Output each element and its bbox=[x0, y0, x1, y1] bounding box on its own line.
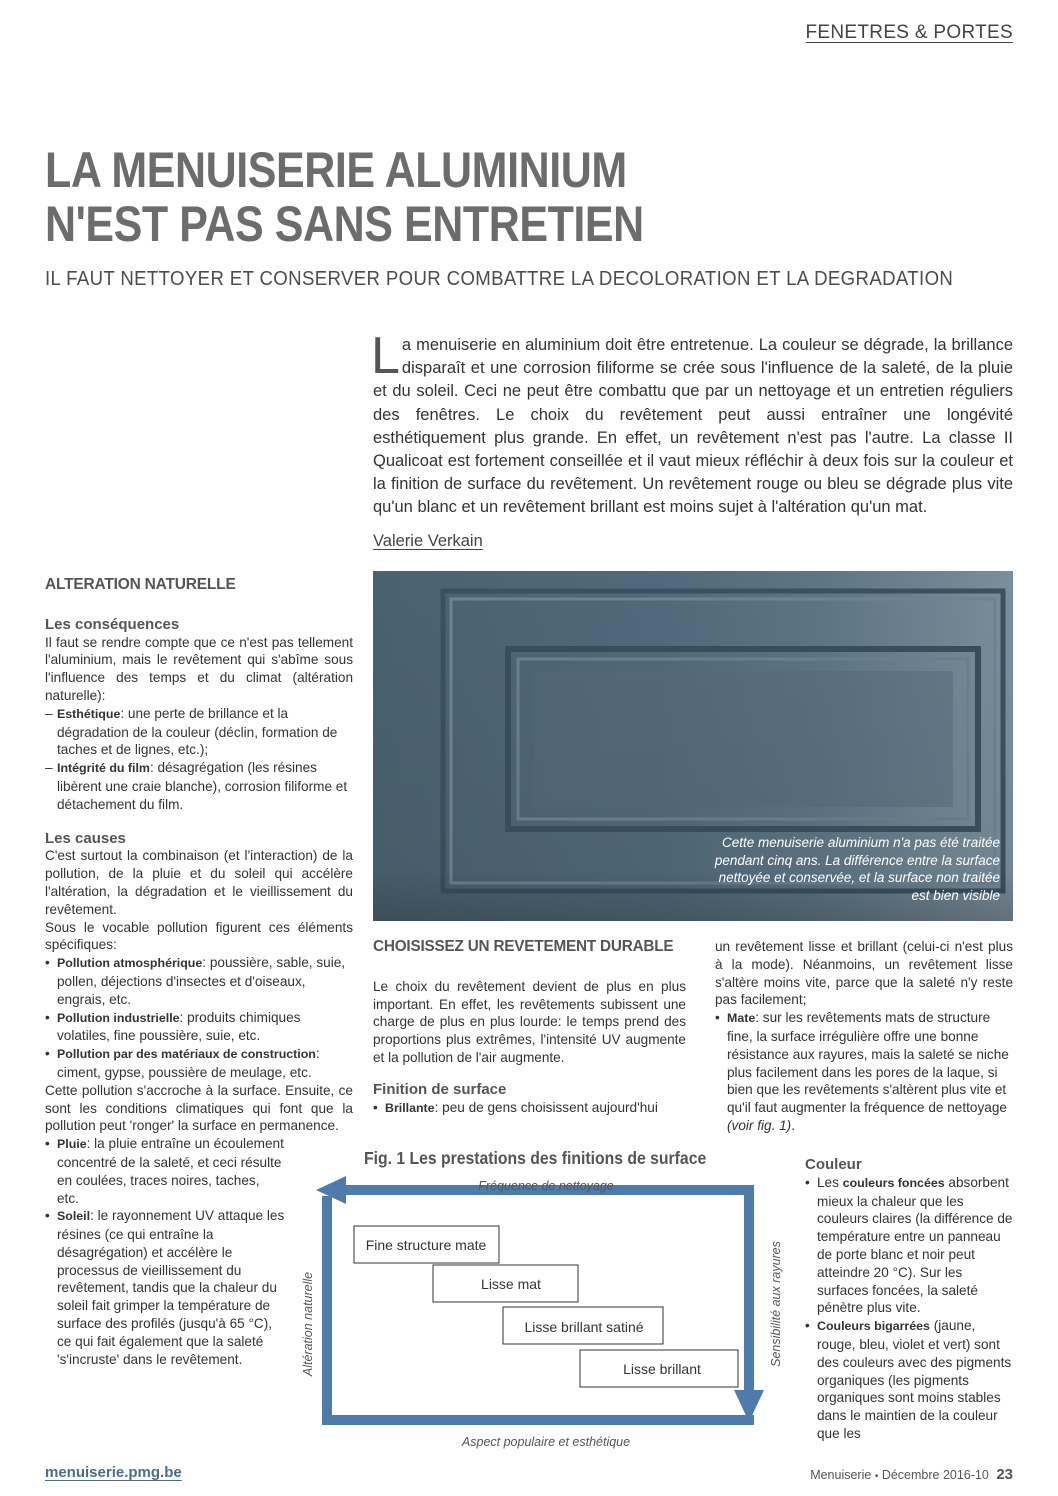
title-line-2: N'EST PAS SANS ENTRETIEN bbox=[45, 196, 644, 252]
list-item-text: : produits chimiques volatiles, fine poussière, suie, etc. bbox=[57, 1009, 301, 1044]
intro-text: a menuiserie en aluminium doit être entretenue. La couleur se dégrade, la brillance disparaît et une corrosion filiforme se crée sous l'influence de la saleté, de la pluie et du soleil. Ceci ne peut être combattu que par un nettoyage et un entretien réguliers des fenêtres. Le choix du revêtement peut aussi entraîner une longévité esthétiquement plus grande. En effet, un revêtement n'est pas l'autre. La classe II Qualicoat est fortement conseillée et il vaut mieux réfléchir à deux fois sur la couleur et la finition de surface du revêtement. Un revêtement rouge ou bleu se dégrade plus vite qu'un blanc et un revêtement brillant est moins sujet à l'altération qu'un mat. bbox=[373, 336, 1013, 517]
box-label: Lisse brillant satiné bbox=[524, 1319, 644, 1335]
figure-reference[interactable]: (voir fig. 1) bbox=[727, 1117, 792, 1133]
list-item-keyword: Intégrité du film bbox=[57, 761, 150, 776]
list-item-text: : une perte de brillance et la dégradation de la couleur (déclin, formation de taches et de lignes, etc.); bbox=[57, 705, 338, 758]
right-label: Sensibilité aux rayures bbox=[769, 1241, 783, 1367]
article-subtitle: IL FAUT NETTOYER ET CONSERVER POUR COMBATTRE LA DECOLORATION ET LA DEGRADATION bbox=[45, 268, 954, 290]
brillante-continued: un revêtement lisse et brillant (celui-ci n'est plus à la mode). Néanmoins, un revêtement lisse s'altère moins vite, parce que la saleté n'y reste pas facilement; bbox=[715, 939, 1013, 1008]
title-line-1: LA MENUISERIE ALUMINIUM bbox=[45, 142, 627, 198]
list-item bbox=[45, 1135, 285, 1207]
heading-alteration: ALTERATION NATURELLE bbox=[45, 576, 236, 593]
list-item-keyword: Pollution par des matériaux de construction bbox=[57, 1047, 316, 1062]
drop-cap: L bbox=[371, 327, 400, 385]
photo-caption: Cette menuiserie aluminium n'a pas été traitée pendant cinq ans. La différence entre la surface nettoyée et conservée, et la surface non traitée est bien visible bbox=[714, 835, 1000, 903]
list-item bbox=[805, 1317, 1013, 1443]
issue-date: Décembre 2016-10 bbox=[881, 1468, 989, 1482]
causes-text-2: Sous le vocable pollution figurent ces éléments spécifiques: bbox=[45, 919, 353, 953]
section-label: FENETRES & PORTES bbox=[805, 22, 1013, 43]
list-item-text: (jaune, rouge, bleu, violet et vert) sont des couleurs avec des pigments organiques (les pigments organiques sont moins stables dans le maintien de la couleur que les bbox=[817, 1318, 1012, 1441]
list-item-keyword: Esthétique bbox=[57, 706, 121, 721]
list-item bbox=[805, 1174, 1013, 1317]
heading-revetement: CHOISISSEZ UN REVETEMENT DURABLE bbox=[373, 938, 674, 955]
list-item-keyword: Pluie bbox=[57, 1137, 87, 1152]
list-item-keyword: couleurs foncées bbox=[842, 1175, 945, 1190]
bottom-bar bbox=[322, 1415, 754, 1425]
consequences-text: Il faut se rendre compte que ce n'est pas tellement l'aluminium, mais le revêtement qui s'abîme sous l'influence des temps et du climat (altération naturelle): bbox=[45, 634, 353, 703]
heading-couleur: Couleur bbox=[805, 1156, 862, 1173]
list-item-keyword: Couleurs bigarrées bbox=[817, 1319, 930, 1334]
list-item bbox=[45, 759, 353, 813]
list-item bbox=[45, 705, 353, 759]
causes-text-1: C'est surtout la combinaison (et l'interaction) de la pollution, de la pluie et du soleil qui accélère l'altération, la dégradation et le vieillissement du revêtement. bbox=[45, 848, 353, 917]
heading-causes: Les causes bbox=[45, 829, 126, 847]
list-item bbox=[45, 1009, 353, 1046]
magazine-name: Menuiserie bbox=[810, 1468, 872, 1482]
heading-finition: Finition de surface bbox=[373, 1080, 507, 1098]
list-item-keyword: Brillante bbox=[385, 1100, 435, 1115]
list-item bbox=[715, 1009, 1013, 1135]
intro-paragraph bbox=[371, 327, 1013, 520]
box-label: Lisse mat bbox=[481, 1276, 541, 1292]
list-item-text: : peu de gens choisissent aujourd'hui bbox=[434, 1099, 658, 1115]
consequences-list bbox=[45, 705, 353, 814]
causes-text-3: Cette pollution s'accroche à la surface. Ensuite, ce sont les conditions climatiques qui font que la pollution peut 'ronger' la surface en permanence. bbox=[45, 1082, 353, 1134]
left-arrow bbox=[322, 1196, 332, 1422]
list-item-text: : la pluie entraîne un écoulement concentré de la saleté, et ceci résulte en coulées, traces noires, taches, etc. bbox=[57, 1136, 284, 1206]
footer-separator: • bbox=[874, 1471, 879, 1482]
website-link[interactable]: menuiserie.pmg.be bbox=[45, 1464, 182, 1481]
list-item-text: : sur les revêtements mats de structure fine, la surface irrégulière offre une bonne résistance aux rayures, mais la saleté se niche plus facilement dans les pores de la laque, si bien que les revêtements s'altèrent plus vite et qu'il faut augmenter la fréquence de nettoyage bbox=[727, 1010, 1009, 1116]
list-item-keyword: Mate bbox=[727, 1011, 756, 1026]
middle-column bbox=[373, 938, 686, 1117]
list-item bbox=[45, 954, 353, 1008]
left-label: Altération naturelle bbox=[301, 1271, 315, 1377]
top-label: Fréquence de nettoyage bbox=[478, 1179, 614, 1193]
right-column bbox=[715, 938, 1013, 1135]
footer-info bbox=[810, 1466, 1013, 1483]
article-title bbox=[45, 143, 647, 251]
revetement-text: Le choix du revêtement devient de plus en plus important. En effet, les revêtements subissent une charge de plus en plus lourde: le temps prend des proportions plus extrêmes, l'intensité UV augmente et la pollution de l'air augmente. bbox=[373, 978, 686, 1065]
list-item-text: : désagrégation (les résines libèrent une craie blanche), corrosion filiforme et détachement du film. bbox=[57, 760, 348, 812]
box-label: Fine structure mate bbox=[365, 1237, 487, 1253]
list-item-end: . bbox=[791, 1117, 795, 1133]
figure-diagram bbox=[296, 1172, 786, 1452]
pollution-list bbox=[45, 954, 353, 1082]
list-item-keyword: Pollution atmosphérique bbox=[57, 956, 203, 971]
list-item bbox=[45, 1207, 285, 1368]
list-item-text: absorbent mieux la chaleur que les couleurs claires (la différence de température entre un panneau de porte blanc et noir peut atteindre 20 °C). Sur les surfaces foncées, la saleté pénètre plus vite. bbox=[817, 1174, 1013, 1316]
figure-title: Fig. 1 Les prestations des finitions de surface bbox=[364, 1148, 707, 1168]
list-item-keyword: Soleil bbox=[57, 1209, 91, 1224]
list-item-text: : ciment, gypse, poussière de meulage, etc. bbox=[57, 1046, 320, 1080]
list-item bbox=[373, 1099, 686, 1118]
list-item bbox=[45, 1045, 353, 1082]
list-item-prefix: Les bbox=[817, 1174, 843, 1190]
page-number: 23 bbox=[996, 1466, 1013, 1483]
box-label: Lisse brillant bbox=[623, 1361, 701, 1377]
list-item-text: : le rayonnement UV attaque les résines (ce qui entraîne la désagrégation) et accélère le processus de vieillissement du revêtement, tandis que la chaleur du soleil fait grimper la température de surface des profilés (jusqu'à 65 °C), ce qui fait également que la saleté 's'incruste' dans le revêtement. bbox=[57, 1208, 285, 1367]
bottom-label: Aspect populaire et esthétique bbox=[461, 1435, 631, 1449]
heading-consequences: Les conséquences bbox=[45, 615, 180, 633]
author-link[interactable]: Valerie Verkain bbox=[373, 532, 483, 550]
list-item-keyword: Pollution industrielle bbox=[57, 1010, 180, 1025]
weather-list bbox=[45, 1135, 285, 1368]
couleur-column bbox=[805, 1156, 1013, 1443]
list-item-text: : poussière, sable, suie, pollen, déjections d'insectes et d'oiseaux, engrais, etc. bbox=[57, 955, 346, 1007]
